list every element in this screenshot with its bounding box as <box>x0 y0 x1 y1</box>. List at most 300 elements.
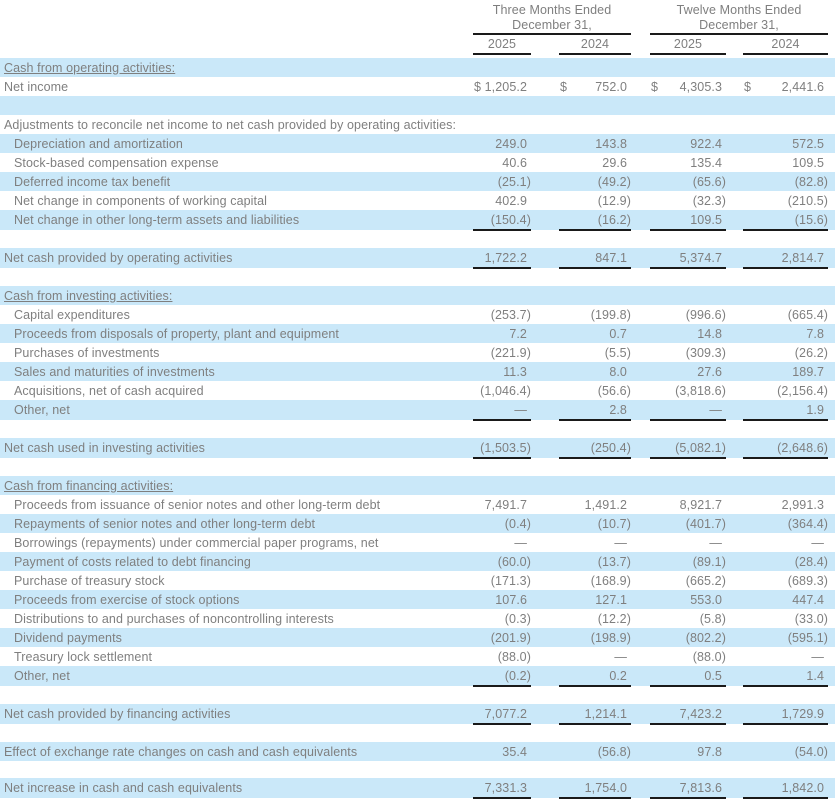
table-row <box>0 210 835 230</box>
section-header-label: Cash from operating activities: <box>4 60 176 75</box>
cell-value: 2.8 <box>609 402 627 417</box>
row-label: Proceeds from disposals of property, plant and equipment <box>0 324 473 343</box>
column-gap <box>631 191 650 210</box>
right-margin <box>828 134 835 153</box>
table-row <box>0 286 835 305</box>
section-header <box>0 58 835 77</box>
row-label: Purchase of treasury stock <box>14 573 165 588</box>
cell-value: 922.4 <box>690 136 722 151</box>
cell-value: (12.9) <box>597 193 631 208</box>
row-label: Net income <box>4 79 69 94</box>
cell-value: 1,722.2 <box>484 250 527 265</box>
table-row <box>0 571 835 590</box>
column-gap <box>726 533 743 552</box>
column-gap <box>726 172 743 191</box>
right-margin <box>828 647 835 666</box>
value-cell <box>559 381 631 400</box>
column-gap <box>531 647 559 666</box>
right-margin <box>828 324 835 343</box>
column-gap <box>726 590 743 609</box>
right-margin <box>828 191 835 210</box>
column-gap <box>531 571 559 590</box>
value-cell <box>650 305 726 324</box>
table-row <box>0 115 835 134</box>
cell-value: 1,491.2 <box>584 497 627 512</box>
column-gap <box>531 778 559 798</box>
value-cell <box>743 438 828 458</box>
value-cell <box>650 400 726 420</box>
row-label: Deferred income tax benefit <box>0 172 473 191</box>
cell-value: 752.0 <box>595 79 627 94</box>
cell-value: 27.6 <box>697 364 722 379</box>
cell-value: 1.9 <box>806 402 825 417</box>
cell-value: (33.0) <box>794 611 829 626</box>
cell-value: 29.6 <box>602 155 627 170</box>
row-label: Net change in components of working capital <box>14 193 268 208</box>
column-gap <box>631 590 650 609</box>
table-row <box>0 514 835 533</box>
value-cell <box>559 248 631 268</box>
cell-value: — <box>709 402 722 417</box>
value-cell <box>650 552 726 571</box>
row-label: Acquisitions, net of cash acquired <box>14 383 204 398</box>
value-cell <box>473 704 531 724</box>
cell-value: (210.5) <box>787 193 829 208</box>
cell-value: (16.2) <box>597 212 631 227</box>
cell-value: 8,921.7 <box>679 497 722 512</box>
column-gap <box>726 191 743 210</box>
value-cell <box>473 191 531 210</box>
cell-value: (5.8) <box>699 611 726 626</box>
cell-value: (82.8) <box>794 174 829 189</box>
cell-value: (171.3) <box>490 573 531 588</box>
column-gap <box>531 153 559 172</box>
value-cell <box>650 628 726 647</box>
table-row <box>0 343 835 362</box>
cell-value: (88.0) <box>692 649 726 664</box>
header-spacer <box>828 34 835 54</box>
cell-value: 107.6 <box>495 592 527 607</box>
table-row <box>0 609 835 628</box>
year-header-row <box>0 34 835 54</box>
value-cell <box>743 609 828 628</box>
value-cell <box>650 191 726 210</box>
column-gap <box>726 210 743 230</box>
column-gap <box>726 778 743 798</box>
header-spacer <box>631 0 650 34</box>
value-cell <box>559 172 631 191</box>
value-cell <box>743 495 828 514</box>
cell-value: 0.5 <box>704 668 722 683</box>
value-cell <box>559 666 631 686</box>
column-gap <box>531 514 559 533</box>
value-cell <box>650 647 726 666</box>
column-gap <box>631 400 650 420</box>
column-gap <box>631 324 650 343</box>
period-header-row <box>0 0 835 34</box>
right-margin <box>828 778 835 798</box>
column-gap <box>531 533 559 552</box>
cell-value: 4,305.3 <box>679 79 722 94</box>
value-cell <box>473 324 531 343</box>
right-margin <box>828 742 835 761</box>
header-spacer <box>726 34 743 54</box>
spacer-cell <box>0 230 835 248</box>
value-cell <box>650 134 726 153</box>
value-cell <box>559 134 631 153</box>
column-gap <box>631 552 650 571</box>
cell-value: (2,648.6) <box>777 440 829 455</box>
value-cell <box>559 533 631 552</box>
value-cell <box>650 533 726 552</box>
column-gap <box>531 77 559 96</box>
right-margin <box>828 552 835 571</box>
table-row <box>0 704 835 724</box>
cell-value: — <box>514 402 527 417</box>
value-cell <box>473 343 531 362</box>
column-gap <box>726 362 743 381</box>
cell-value: 402.9 <box>495 193 527 208</box>
row-label: Net cash provided by financing activities <box>0 704 473 724</box>
value-cell <box>743 362 828 381</box>
column-gap <box>726 324 743 343</box>
spacer-cell <box>0 761 835 778</box>
cell-value: (56.8) <box>597 744 631 759</box>
spacer-cell <box>0 420 835 438</box>
table-row <box>0 552 835 571</box>
spacer-cell <box>0 686 835 704</box>
cell-value: 1.4 <box>806 668 825 683</box>
spacer-cell <box>0 268 835 286</box>
cell-value: 7,077.2 <box>484 706 527 721</box>
column-gap <box>631 438 650 458</box>
table-row <box>0 77 835 96</box>
row-label: Borrowings (repayments) under commercial paper programs, net <box>14 535 379 550</box>
row-label: Depreciation and amortization <box>0 134 473 153</box>
cell-value: (665.2) <box>685 573 726 588</box>
row-label: Dividend payments <box>0 628 473 647</box>
cell-value: (364.4) <box>787 516 829 531</box>
header-spacer <box>0 34 473 54</box>
cell-value: (198.9) <box>590 630 631 645</box>
value-cell <box>743 704 828 724</box>
value-cell <box>473 495 531 514</box>
cell-value: 40.6 <box>502 155 527 170</box>
value-cell <box>559 590 631 609</box>
value-cell <box>650 704 726 724</box>
value-cell <box>473 134 531 153</box>
row-label: Payment of costs related to debt financing <box>0 552 473 571</box>
spacer-row <box>0 230 835 248</box>
value-cell <box>743 343 828 362</box>
column-gap <box>631 381 650 400</box>
cell-value: 109.5 <box>792 155 825 170</box>
value-cell <box>650 343 726 362</box>
header-spacer <box>631 34 650 54</box>
cell-value: (996.6) <box>685 307 726 322</box>
header-spacer <box>828 0 835 34</box>
value-cell <box>559 210 631 230</box>
blank-row-cell <box>0 96 835 115</box>
cell-value: 2,814.7 <box>781 250 825 265</box>
cell-value: (56.6) <box>597 383 631 398</box>
value-cell <box>650 514 726 533</box>
cell-value: — <box>811 649 825 664</box>
column-gap <box>631 742 650 761</box>
column-gap <box>531 552 559 571</box>
value-cell <box>650 495 726 514</box>
cell-value: (0.4) <box>504 516 531 531</box>
right-margin <box>828 495 835 514</box>
cell-value: 7,423.2 <box>679 706 722 721</box>
cell-value: (32.3) <box>692 193 726 208</box>
cell-value: (28.4) <box>794 554 829 569</box>
value-cell <box>743 514 828 533</box>
spacer-cell <box>0 458 835 476</box>
column-gap <box>631 362 650 381</box>
cell-value: 1,842.0 <box>781 780 825 795</box>
column-gap <box>726 134 743 153</box>
value-cell <box>559 552 631 571</box>
table-row <box>0 438 835 458</box>
value-cell <box>650 609 726 628</box>
value-cell <box>743 552 828 571</box>
column-gap <box>726 609 743 628</box>
cell-value: (60.0) <box>497 554 531 569</box>
column-gap <box>531 191 559 210</box>
right-margin <box>828 381 835 400</box>
spacer-row <box>0 420 835 438</box>
column-gap <box>726 514 743 533</box>
value-cell <box>559 362 631 381</box>
right-margin <box>828 571 835 590</box>
spacer-row <box>0 724 835 742</box>
column-gap <box>531 704 559 724</box>
value-cell <box>559 343 631 362</box>
value-cell <box>743 778 828 798</box>
value-cell <box>473 571 531 590</box>
right-margin <box>828 248 835 268</box>
section-header <box>0 476 835 495</box>
table-row <box>0 96 835 115</box>
value-cell <box>473 647 531 666</box>
column-gap <box>531 666 559 686</box>
value-cell <box>650 590 726 609</box>
value-cell <box>559 305 631 324</box>
cell-value: — <box>709 535 722 550</box>
table-header <box>0 0 835 58</box>
cell-value: (150.4) <box>490 212 531 227</box>
cell-value: 1,729.9 <box>781 706 825 721</box>
cell-value: 11.3 <box>503 364 527 379</box>
row-label: Net increase in cash and cash equivalents <box>0 778 473 798</box>
value-cell <box>559 742 631 761</box>
value-cell <box>473 172 531 191</box>
cell-value: (0.2) <box>504 668 531 683</box>
value-cell <box>650 77 726 96</box>
cell-value: 8.0 <box>609 364 627 379</box>
value-cell <box>743 400 828 420</box>
column-gap <box>531 210 559 230</box>
header-spacer <box>0 0 473 34</box>
value-cell <box>743 666 828 686</box>
value-cell <box>559 495 631 514</box>
value-cell <box>473 628 531 647</box>
column-gap <box>531 324 559 343</box>
column-gap <box>726 381 743 400</box>
row-label: Other, net <box>0 666 473 686</box>
cell-value: (0.3) <box>504 611 531 626</box>
cell-value: (89.1) <box>692 554 726 569</box>
value-cell <box>473 666 531 686</box>
currency-symbol: $ <box>474 79 482 94</box>
column-gap <box>631 210 650 230</box>
value-cell <box>650 153 726 172</box>
cell-value: (309.3) <box>685 345 726 360</box>
column-gap <box>531 628 559 647</box>
column-gap <box>726 742 743 761</box>
cell-value: 109.5 <box>690 212 722 227</box>
column-gap <box>531 248 559 268</box>
value-cell <box>559 704 631 724</box>
column-gap <box>726 343 743 362</box>
table-row <box>0 248 835 268</box>
cell-value: (88.0) <box>497 649 531 664</box>
value-cell <box>650 438 726 458</box>
cell-value: 2,991.3 <box>781 497 825 512</box>
value-cell <box>650 742 726 761</box>
value-cell <box>559 609 631 628</box>
header-spacer <box>531 34 559 54</box>
value-cell <box>743 381 828 400</box>
table-row <box>0 362 835 381</box>
cell-value: 127.1 <box>595 592 627 607</box>
value-cell <box>743 153 828 172</box>
cell-value: (54.0) <box>794 744 829 759</box>
row-label: Sales and maturities of investments <box>0 362 473 381</box>
value-cell <box>743 571 828 590</box>
currency-symbol: $ <box>560 79 568 94</box>
cell-value: (25.1) <box>497 174 531 189</box>
value-cell <box>473 77 531 96</box>
cell-value: (253.7) <box>490 307 531 322</box>
column-gap <box>631 172 650 191</box>
cell-value: 7,331.3 <box>484 780 527 795</box>
value-cell <box>743 134 828 153</box>
column-gap <box>531 609 559 628</box>
column-gap <box>726 77 743 96</box>
cell-value: 97.8 <box>697 744 722 759</box>
column-gap <box>531 495 559 514</box>
cell-value: (1,046.4) <box>480 383 531 398</box>
table-row <box>0 305 835 324</box>
row-label: Net cash provided by operating activities <box>0 248 473 268</box>
column-gap <box>531 362 559 381</box>
cell-value: 35.4 <box>502 744 527 759</box>
column-gap <box>726 704 743 724</box>
column-gap <box>631 495 650 514</box>
value-cell <box>743 77 828 96</box>
column-gap <box>631 571 650 590</box>
row-label: Treasury lock settlement <box>14 649 153 664</box>
column-gap <box>726 400 743 420</box>
row-label: Capital expenditures <box>14 307 130 322</box>
right-margin <box>828 172 835 191</box>
column-gap <box>726 438 743 458</box>
value-cell <box>473 248 531 268</box>
cell-value: — <box>514 535 527 550</box>
column-gap <box>531 590 559 609</box>
column-gap <box>631 248 650 268</box>
table-row <box>0 778 835 798</box>
spacer-cell <box>0 724 835 742</box>
value-cell <box>743 590 828 609</box>
column-gap <box>531 381 559 400</box>
table-row <box>0 476 835 495</box>
right-margin <box>828 609 835 628</box>
column-gap <box>631 647 650 666</box>
right-margin <box>828 666 835 686</box>
table-row <box>0 590 835 609</box>
right-margin <box>828 305 835 324</box>
value-cell <box>743 305 828 324</box>
cell-value: 189.7 <box>792 364 825 379</box>
column-gap <box>726 305 743 324</box>
cell-value: 14.8 <box>697 326 722 341</box>
right-margin <box>828 628 835 647</box>
cell-value: 1,205.2 <box>484 79 527 94</box>
period-group-three-months <box>473 0 631 34</box>
column-gap <box>726 153 743 172</box>
row-label: Stock-based compensation expense <box>14 155 219 170</box>
cell-value: 847.1 <box>595 250 627 265</box>
column-gap <box>726 552 743 571</box>
column-gap <box>631 609 650 628</box>
cell-value: (201.9) <box>490 630 531 645</box>
value-cell <box>743 191 828 210</box>
value-cell <box>559 778 631 798</box>
column-gap <box>531 343 559 362</box>
value-cell <box>473 514 531 533</box>
cell-value: 553.0 <box>690 592 722 607</box>
cell-value: 0.2 <box>609 668 627 683</box>
spacer-row <box>0 686 835 704</box>
table-row <box>0 381 835 400</box>
table-row <box>0 400 835 420</box>
table-row <box>0 172 835 191</box>
column-gap <box>631 134 650 153</box>
cell-value: (10.7) <box>597 516 631 531</box>
row-label: Proceeds from issuance of senior notes and other long-term debt <box>14 497 381 512</box>
column-gap <box>631 514 650 533</box>
column-gap <box>726 628 743 647</box>
cell-value: 1,214.1 <box>584 706 627 721</box>
column-gap <box>631 778 650 798</box>
column-gap <box>531 134 559 153</box>
value-cell <box>743 647 828 666</box>
column-gap <box>726 571 743 590</box>
currency-symbol: $ <box>651 79 659 94</box>
period-group-twelve-months <box>650 0 828 34</box>
column-gap <box>726 495 743 514</box>
value-cell <box>559 324 631 343</box>
column-gap <box>631 343 650 362</box>
cell-value: 447.4 <box>792 592 825 607</box>
section-header-label: Cash from financing activities: <box>4 478 174 493</box>
cell-value: 5,374.7 <box>679 250 722 265</box>
column-gap <box>631 666 650 686</box>
row-label: Adjustments to reconcile net income to net cash provided by operating activities: <box>4 117 457 132</box>
